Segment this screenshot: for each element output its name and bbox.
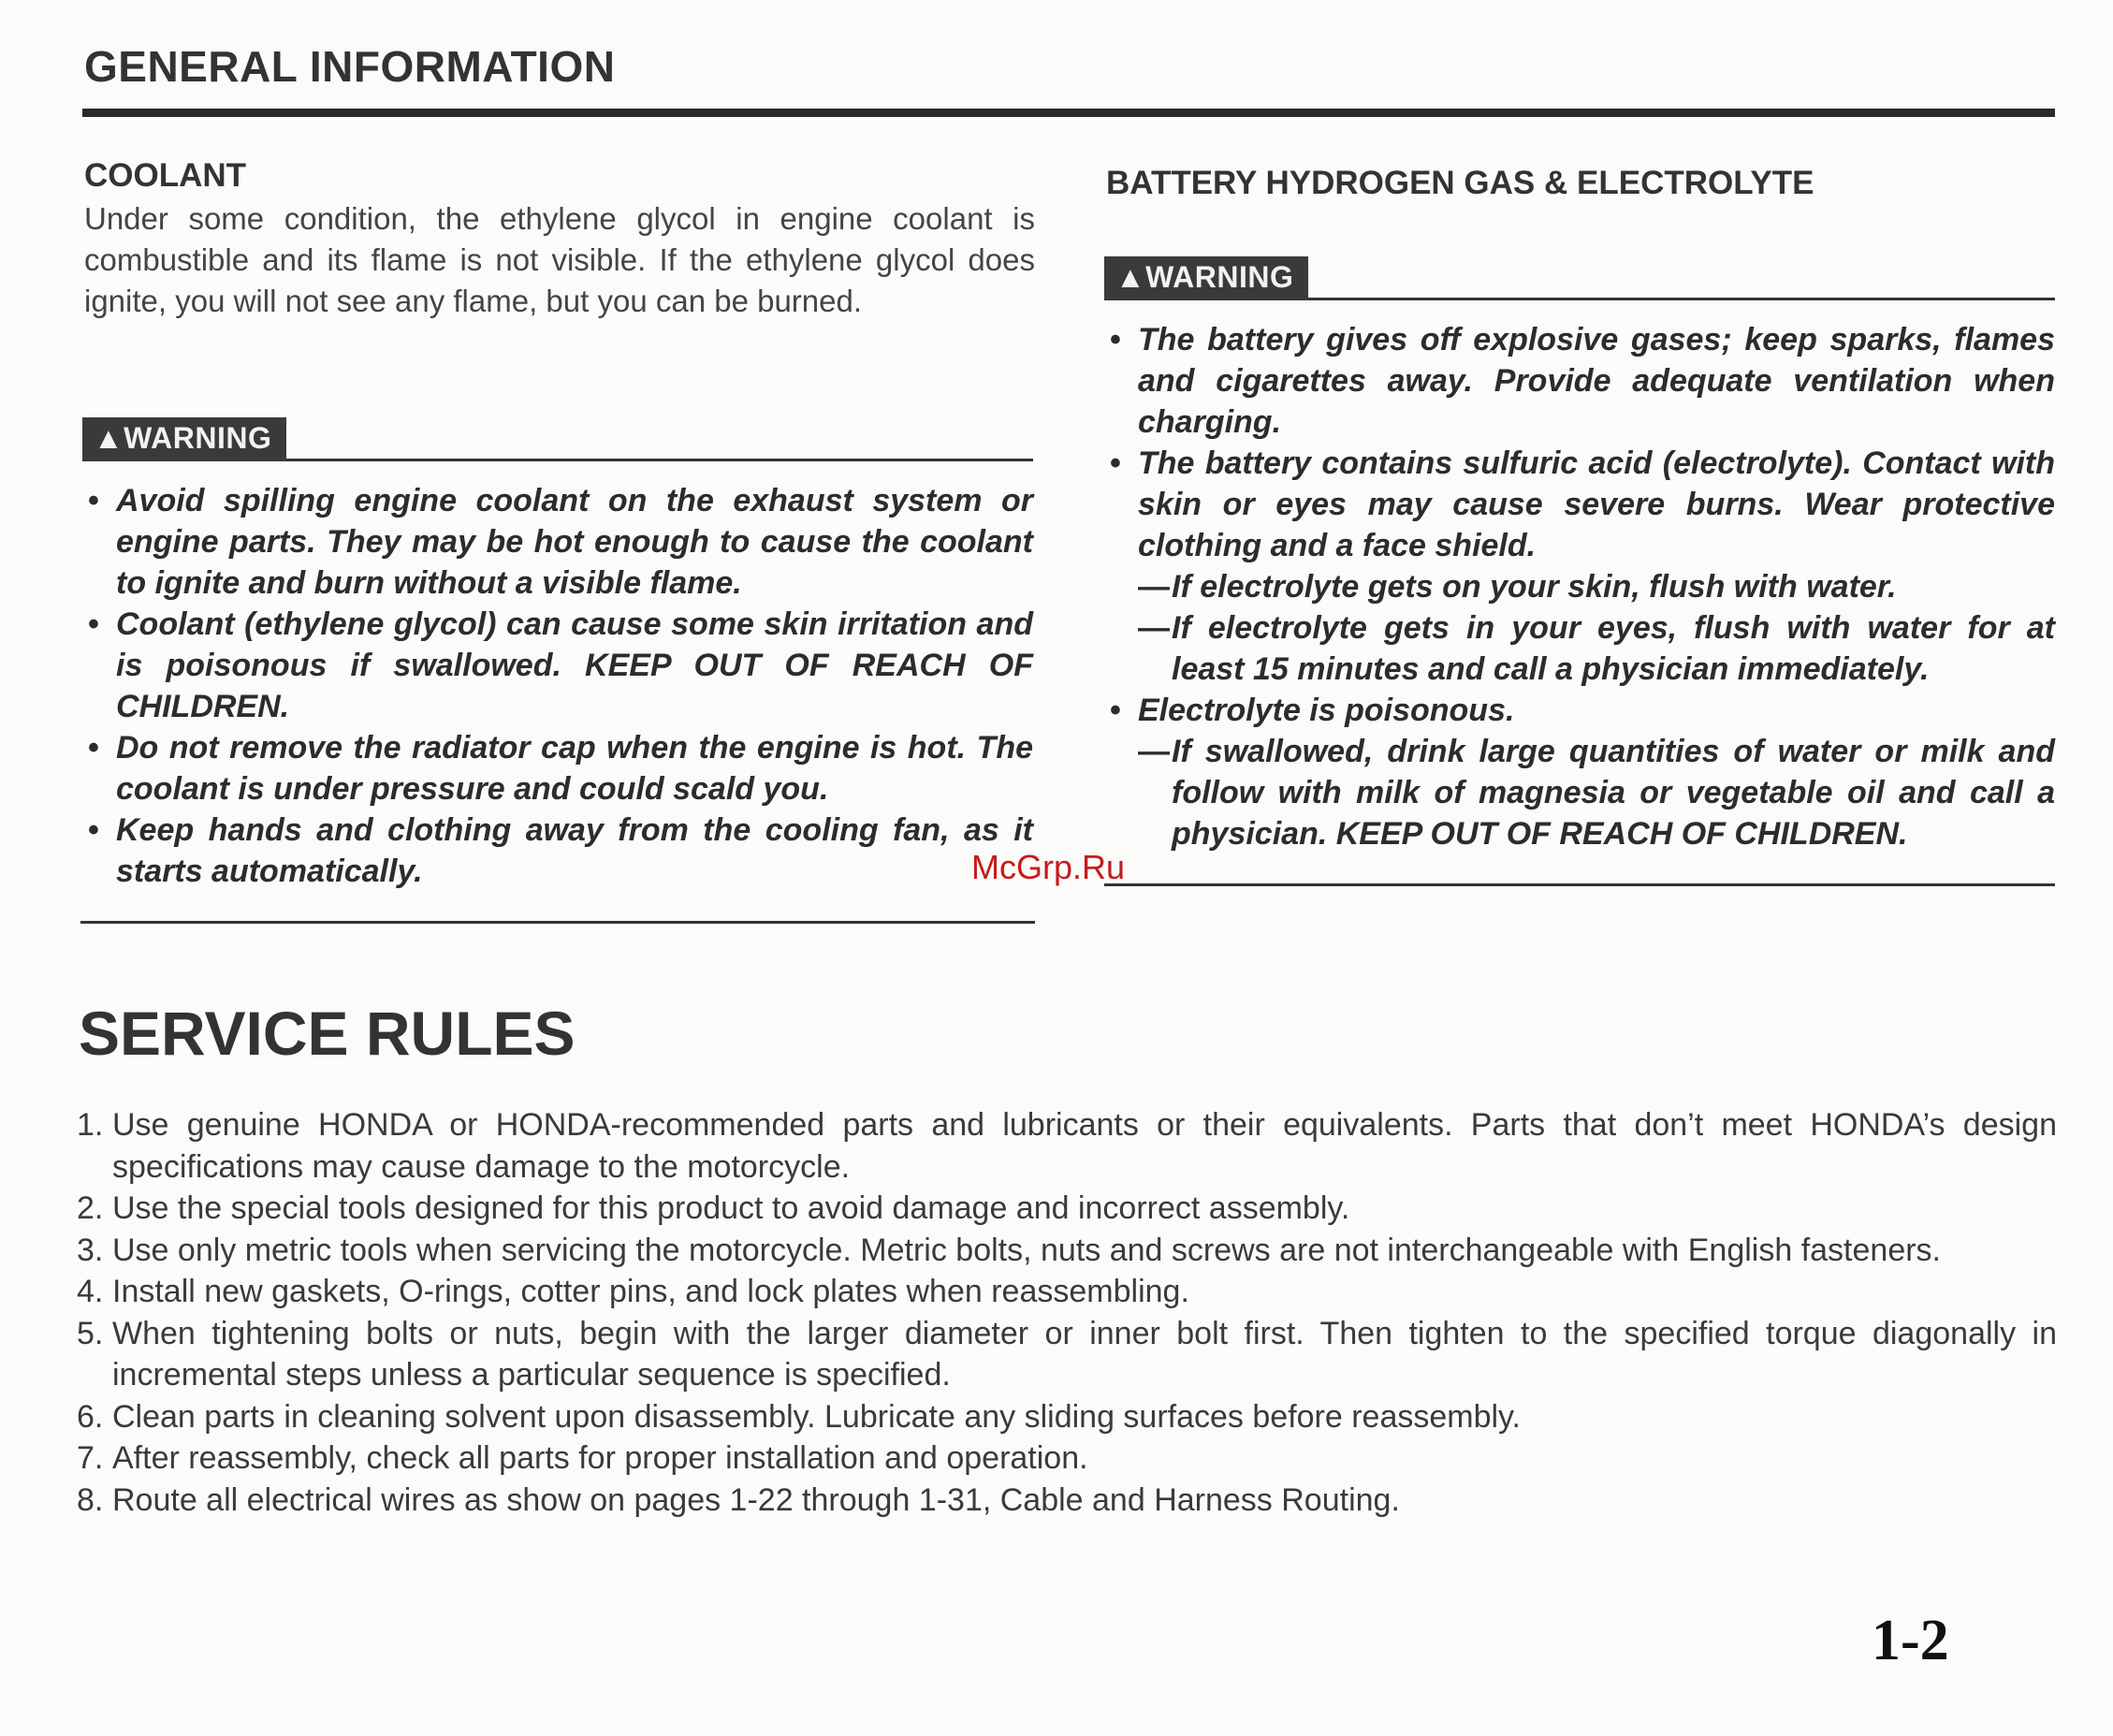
battery-warning-list (1104, 319, 2055, 854)
warning-badge (1104, 256, 1308, 300)
page-header-title: GENERAL INFORMATION (84, 42, 616, 91)
list-item-number: 8. (77, 1481, 104, 1518)
list-item: • Coolant (ethylene glycol) can cause some skin irritation and is poisonous if swallowed. KEEP OUT OF REACH OF CHILDREN. (82, 604, 1033, 727)
warning-triangle-icon: ▲ (1115, 260, 1146, 294)
battery-warning-box (1104, 256, 2055, 854)
sub-list (1138, 731, 2055, 854)
list-item-text: Use the special tools designed for this product to avoid damage and incorrect assembly. (112, 1190, 1350, 1226)
list-item-number: 6. (77, 1398, 104, 1435)
list-item (77, 1437, 2057, 1480)
list-item: • Do not remove the radiator cap when the engine is hot. The coolant is under pressure and could scald you. (82, 727, 1033, 810)
list-item-text: Clean parts in cleaning solvent upon disassembly. Lubricate any sliding surfaces before reassembly. (112, 1398, 1521, 1435)
list-item (1104, 690, 2055, 854)
list-item-text: Electrolyte is poisonous. (1138, 693, 1515, 728)
sub-list-item: — If electrolyte gets on your skin, flush with water. (1138, 566, 2055, 607)
list-item-text: Use genuine HONDA or HONDA-recommended parts and lubricants or their equivalents. Parts that don’t meet HONDA’s design specifications may cause damage to the motorcycle. (112, 1107, 2057, 1185)
list-item: • Avoid spilling engine coolant on the exhaust system or engine parts. They may be hot enough to cause the coolant to ignite and burn without a visible flame. (82, 480, 1033, 604)
page-number: 1-2 (1872, 1609, 1949, 1672)
list-item (77, 1271, 2057, 1313)
list-item (77, 1313, 2057, 1396)
list-item-text: Route all electrical wires as show on pages 1-22 through 1-31, Cable and Harness Routing. (112, 1481, 1400, 1518)
battery-bottom-rule (1104, 883, 2055, 886)
service-rules-list (77, 1104, 2057, 1521)
list-item-number: 1. (77, 1107, 104, 1143)
sub-list-item: — If electrolyte gets in your eyes, flush with water for at least 15 minutes and call a physician immediately. (1138, 607, 2055, 690)
list-item-number: 2. (77, 1190, 104, 1226)
list-item-number: 3. (77, 1232, 104, 1268)
list-item-text: When tightening bolts or nuts, begin with the larger diameter or inner bolt first. Then tighten to the specified torque diagonally in incremental steps unless a particular sequence is specified. (112, 1315, 2057, 1393)
warning-rule (286, 459, 1033, 461)
list-item (77, 1188, 2057, 1230)
warning-triangle-icon: ▲ (94, 421, 124, 455)
list-item-text: Install new gaskets, O-rings, cotter pins, and lock plates when reassembling. (112, 1274, 1189, 1309)
warning-header (82, 417, 1033, 461)
list-item (77, 1230, 2057, 1272)
sub-list-item: — If swallowed, drink large quantities of water or milk and follow with milk of magnesia or vegetable oil and call a physician. KEEP OUT OF REACH OF CHILDREN. (1138, 731, 2055, 854)
list-item (77, 1396, 2057, 1438)
list-item-number: 4. (77, 1274, 104, 1309)
list-item-text: The battery contains sulfuric acid (electrolyte). Contact with skin or eyes may cause severe burns. Wear protective clothing and a face shield. (1138, 445, 2055, 563)
service-rules-title: SERVICE RULES (79, 999, 576, 1068)
battery-section-title: BATTERY HYDROGEN GAS & ELECTROLYTE (1106, 165, 1814, 201)
list-item-text: Use only metric tools when servicing the motorcycle. Metric bolts, nuts and screws are not interchangeable with English fasteners. (112, 1232, 1942, 1268)
list-item: • Keep hands and clothing away from the cooling fan, as it starts automatically. (82, 810, 1033, 892)
list-item (77, 1104, 2057, 1188)
warning-rule (1308, 298, 2055, 300)
warning-header (1104, 256, 2055, 300)
watermark-text: McGrp.Ru (971, 848, 1126, 886)
coolant-intro-paragraph: Under some condition, the ethylene glycol in engine coolant is combustible and its flame is not visible. If the ethylene glycol does ignite, you will not see any flame, but you can be burned. (84, 201, 1035, 318)
sub-list (1138, 566, 2055, 690)
coolant-warning-list (82, 480, 1033, 892)
list-item (77, 1480, 2057, 1522)
warning-badge (82, 417, 286, 461)
list-item-number: 5. (77, 1315, 104, 1351)
warning-label: WARNING (124, 421, 272, 455)
list-item-number: 7. (77, 1440, 104, 1476)
warning-label: WARNING (1145, 260, 1294, 294)
list-item-text: After reassembly, check all parts for proper installation and operation. (112, 1440, 1088, 1476)
header-rule (82, 109, 2055, 117)
coolant-section-title: COOLANT (84, 157, 247, 194)
list-item (1104, 443, 2055, 690)
list-item: • The battery gives off explosive gases; keep sparks, flames and cigarettes away. Provide adequate ventilation when charging. (1104, 319, 2055, 443)
coolant-warning-box (82, 417, 1033, 892)
coolant-bottom-rule (80, 921, 1035, 924)
